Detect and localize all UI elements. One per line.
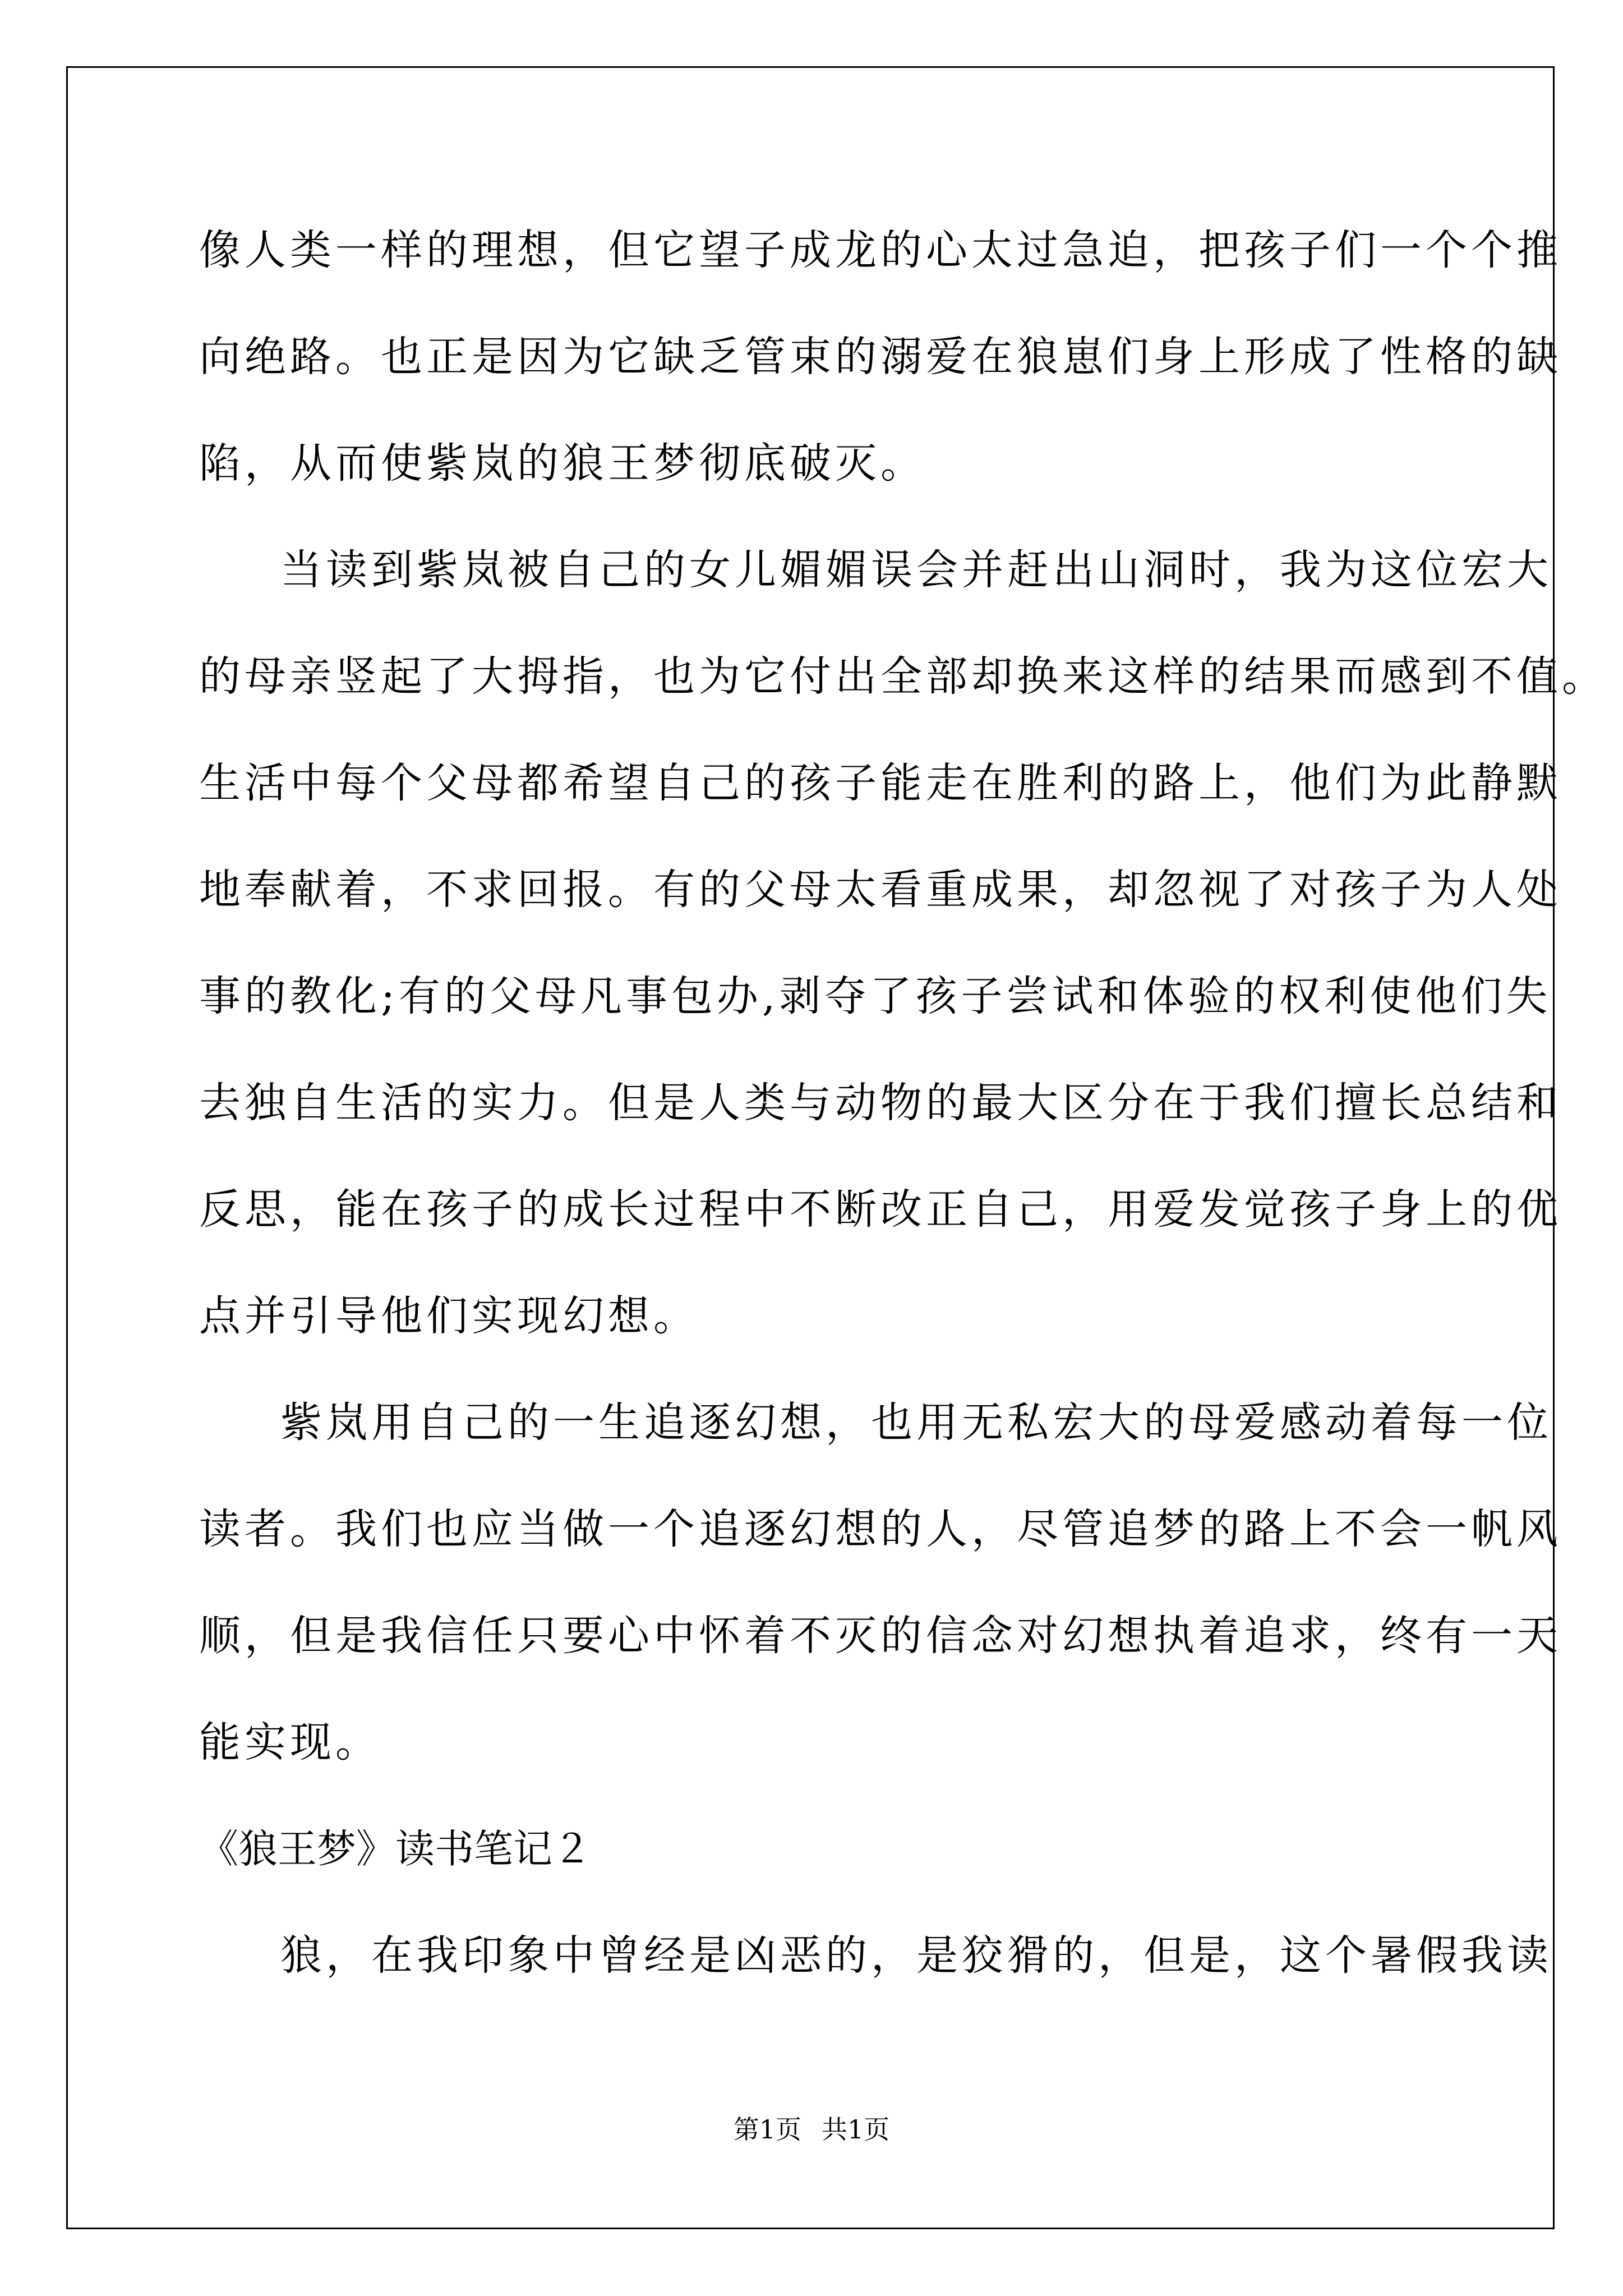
text-line: 生活中每个父母都希望自己的孩子能走在胜利的路上，他们为此静默 xyxy=(199,759,1562,807)
text-line: 的母亲竖起了大拇指，也为它付出全部却换来这样的结果而感到不值。 xyxy=(199,652,1607,701)
text-line: 反思，能在孩子的成长过程中不断改正自己，用爱发觉孩子身上的优 xyxy=(199,1185,1562,1234)
text-line: 当读到紫岚被自己的女儿媚媚误会并赶出山洞时，我为这位宏大 xyxy=(280,546,1552,594)
text-line: 紫岚用自己的一生追逐幻想，也用无私宏大的母爱感动着每一位 xyxy=(280,1398,1552,1447)
text-line: 地奉献着，不求回报。有的父母太看重成果，却忽视了对孩子为人处 xyxy=(199,866,1562,914)
text-line: 能实现。 xyxy=(199,1718,381,1766)
text-line: 事的教化;有的父母凡事包办,剥夺了孩子尝试和体验的权利使他们失 xyxy=(199,972,1552,1020)
text-line: 陷，从而使紫岚的狼王梦彻底破灭。 xyxy=(199,439,926,487)
section-heading: 《狼王梦》读书笔记２ xyxy=(199,1826,592,1872)
page-footer xyxy=(0,2113,1623,2146)
text-line: 向绝路。也正是因为它缺乏管束的溺爱在狼崽们身上形成了性格的缺 xyxy=(199,333,1562,381)
page-number-total: 共1页 xyxy=(822,2114,890,2145)
page-number-current: 第1页 xyxy=(733,2114,801,2145)
text-line: 顺，但是我信任只要心中怀着不灭的信念对幻想执着追求，终有一天 xyxy=(199,1612,1562,1660)
text-line: 去独自生活的实力。但是人类与动物的最大区分在于我们擅长总结和 xyxy=(199,1079,1562,1127)
text-line: 像人类一样的理想，但它望子成龙的心太过急迫，把孩子们一个个推 xyxy=(199,226,1562,274)
text-line: 点并引导他们实现幻想。 xyxy=(199,1292,699,1340)
text-line: 狼，在我印象中曾经是凶恶的，是狡猾的，但是，这个暑假我读 xyxy=(280,1931,1552,1980)
page-border xyxy=(66,66,1607,2229)
text-line: 读者。我们也应当做一个追逐幻想的人，尽管追梦的路上不会一帆风 xyxy=(199,1505,1562,1553)
